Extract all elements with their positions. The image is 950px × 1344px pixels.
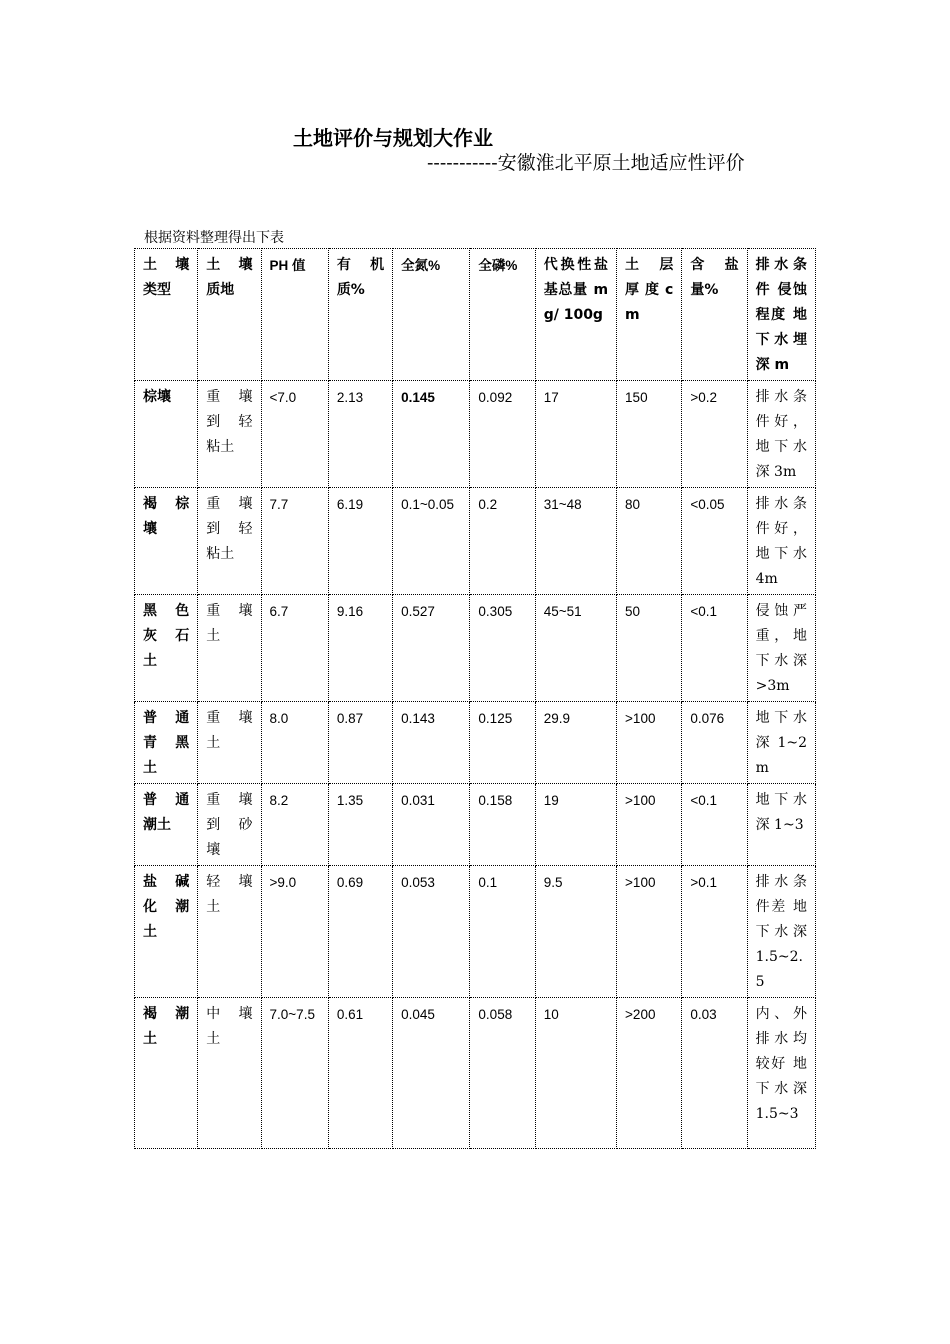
header-exchangeable-bases: 代换性盐基总量 mg/ 100g xyxy=(535,249,616,381)
header-total-phosphorus: 全磷% xyxy=(470,249,535,381)
cell-total-phosphorus: 0.305 xyxy=(470,595,535,702)
cell-total-nitrogen: 0.527 xyxy=(393,595,470,702)
table-row xyxy=(135,488,816,595)
cell-soil-texture: 重 壤 到 轻 粘土 xyxy=(198,381,261,488)
header-soil-texture: 土 壤 质地 xyxy=(198,249,261,381)
cell-exchangeable-bases: 45~51 xyxy=(535,595,616,702)
header-soil-depth: 土 层 厚 度 cm xyxy=(617,249,682,381)
header-total-nitrogen: 全氮% xyxy=(393,249,470,381)
cell-soil-type: 棕壤 xyxy=(135,381,198,488)
cell-soil-type: 褐 棕 壤 xyxy=(135,488,198,595)
cell-soil-depth: >200 xyxy=(617,998,682,1149)
cell-drainage-groundwater: 地下水深 1~3 xyxy=(747,784,815,866)
header-drainage-groundwater: 排水条件 侵蚀程度 地下水埋深 m xyxy=(747,249,815,381)
cell-ph: 6.7 xyxy=(261,595,328,702)
table-row xyxy=(135,595,816,702)
header-soil-type: 土 壤 类型 xyxy=(135,249,198,381)
cell-total-phosphorus: 0.2 xyxy=(470,488,535,595)
cell-salt-content: >0.1 xyxy=(682,866,747,998)
cell-soil-type: 黑 色 灰 石 土 xyxy=(135,595,198,702)
cell-total-phosphorus: 0.092 xyxy=(470,381,535,488)
cell-soil-texture: 重 壤 到 砂 壤 xyxy=(198,784,261,866)
document-title: 土地评价与规划大作业 xyxy=(293,126,493,150)
cell-drainage-groundwater: 地下水深 1~2m xyxy=(747,702,815,784)
cell-salt-content: 0.03 xyxy=(682,998,747,1149)
table-header-row xyxy=(135,249,816,381)
cell-organic-matter: 0.61 xyxy=(328,998,392,1149)
cell-ph: 7.0~7.5 xyxy=(261,998,328,1149)
table-row xyxy=(135,702,816,784)
soil-properties-table xyxy=(134,248,816,1149)
cell-total-nitrogen: 0.145 xyxy=(393,381,470,488)
table-caption: 根据资料整理得出下表 xyxy=(144,230,284,246)
cell-ph: 7.7 xyxy=(261,488,328,595)
cell-exchangeable-bases: 17 xyxy=(535,381,616,488)
table-row xyxy=(135,784,816,866)
cell-drainage-groundwater: 内、外排水均较好 地下水深 1.5~3 xyxy=(747,998,815,1149)
cell-drainage-groundwater: 排水条件好，地下水 4m xyxy=(747,488,815,595)
cell-drainage-groundwater: 排水条件差 地下水深 1.5~2.5 xyxy=(747,866,815,998)
cell-salt-content: <0.1 xyxy=(682,784,747,866)
cell-soil-texture: 重 壤 土 xyxy=(198,702,261,784)
cell-soil-depth: >100 xyxy=(617,866,682,998)
table-row xyxy=(135,381,816,488)
cell-soil-depth: 80 xyxy=(617,488,682,595)
cell-soil-texture: 轻 壤 土 xyxy=(198,866,261,998)
cell-total-nitrogen: 0.031 xyxy=(393,784,470,866)
cell-soil-type: 盐 碱 化 潮 土 xyxy=(135,866,198,998)
cell-salt-content: 0.076 xyxy=(682,702,747,784)
table-row xyxy=(135,998,816,1149)
cell-ph: <7.0 xyxy=(261,381,328,488)
cell-organic-matter: 9.16 xyxy=(328,595,392,702)
cell-total-nitrogen: 0.143 xyxy=(393,702,470,784)
cell-total-nitrogen: 0.045 xyxy=(393,998,470,1149)
cell-soil-type: 普 通 潮土 xyxy=(135,784,198,866)
cell-soil-texture: 重 壤 土 xyxy=(198,595,261,702)
cell-total-phosphorus: 0.125 xyxy=(470,702,535,784)
cell-organic-matter: 2.13 xyxy=(328,381,392,488)
cell-salt-content: <0.05 xyxy=(682,488,747,595)
cell-exchangeable-bases: 19 xyxy=(535,784,616,866)
cell-soil-depth: >100 xyxy=(617,702,682,784)
cell-soil-texture: 中 壤 土 xyxy=(198,998,261,1149)
cell-organic-matter: 1.35 xyxy=(328,784,392,866)
cell-ph: 8.0 xyxy=(261,702,328,784)
cell-exchangeable-bases: 10 xyxy=(535,998,616,1149)
cell-exchangeable-bases: 29.9 xyxy=(535,702,616,784)
cell-total-phosphorus: 0.058 xyxy=(470,998,535,1149)
cell-soil-depth: 150 xyxy=(617,381,682,488)
cell-organic-matter: 0.69 xyxy=(328,866,392,998)
cell-soil-type: 褐 潮 土 xyxy=(135,998,198,1149)
cell-exchangeable-bases: 31~48 xyxy=(535,488,616,595)
document-subtitle: -----------安徽淮北平原土地适应性评价 xyxy=(427,152,745,174)
cell-ph: 8.2 xyxy=(261,784,328,866)
header-salt-content: 含 盐 量% xyxy=(682,249,747,381)
table-row xyxy=(135,866,816,998)
cell-total-nitrogen: 0.1~0.05 xyxy=(393,488,470,595)
header-ph: PH 值 xyxy=(261,249,328,381)
cell-organic-matter: 0.87 xyxy=(328,702,392,784)
cell-drainage-groundwater: 侵蚀严重，地下水深 >3m xyxy=(747,595,815,702)
cell-organic-matter: 6.19 xyxy=(328,488,392,595)
cell-soil-depth: 50 xyxy=(617,595,682,702)
cell-soil-type: 普 通 青 黑 土 xyxy=(135,702,198,784)
cell-drainage-groundwater: 排水条件好，地下水深 3m xyxy=(747,381,815,488)
cell-exchangeable-bases: 9.5 xyxy=(535,866,616,998)
cell-total-phosphorus: 0.158 xyxy=(470,784,535,866)
cell-soil-texture: 重 壤 到 轻 粘土 xyxy=(198,488,261,595)
cell-total-nitrogen: 0.053 xyxy=(393,866,470,998)
cell-soil-depth: >100 xyxy=(617,784,682,866)
cell-ph: >9.0 xyxy=(261,866,328,998)
header-organic-matter: 有 机 质% xyxy=(328,249,392,381)
cell-salt-content: >0.2 xyxy=(682,381,747,488)
cell-total-phosphorus: 0.1 xyxy=(470,866,535,998)
cell-salt-content: <0.1 xyxy=(682,595,747,702)
